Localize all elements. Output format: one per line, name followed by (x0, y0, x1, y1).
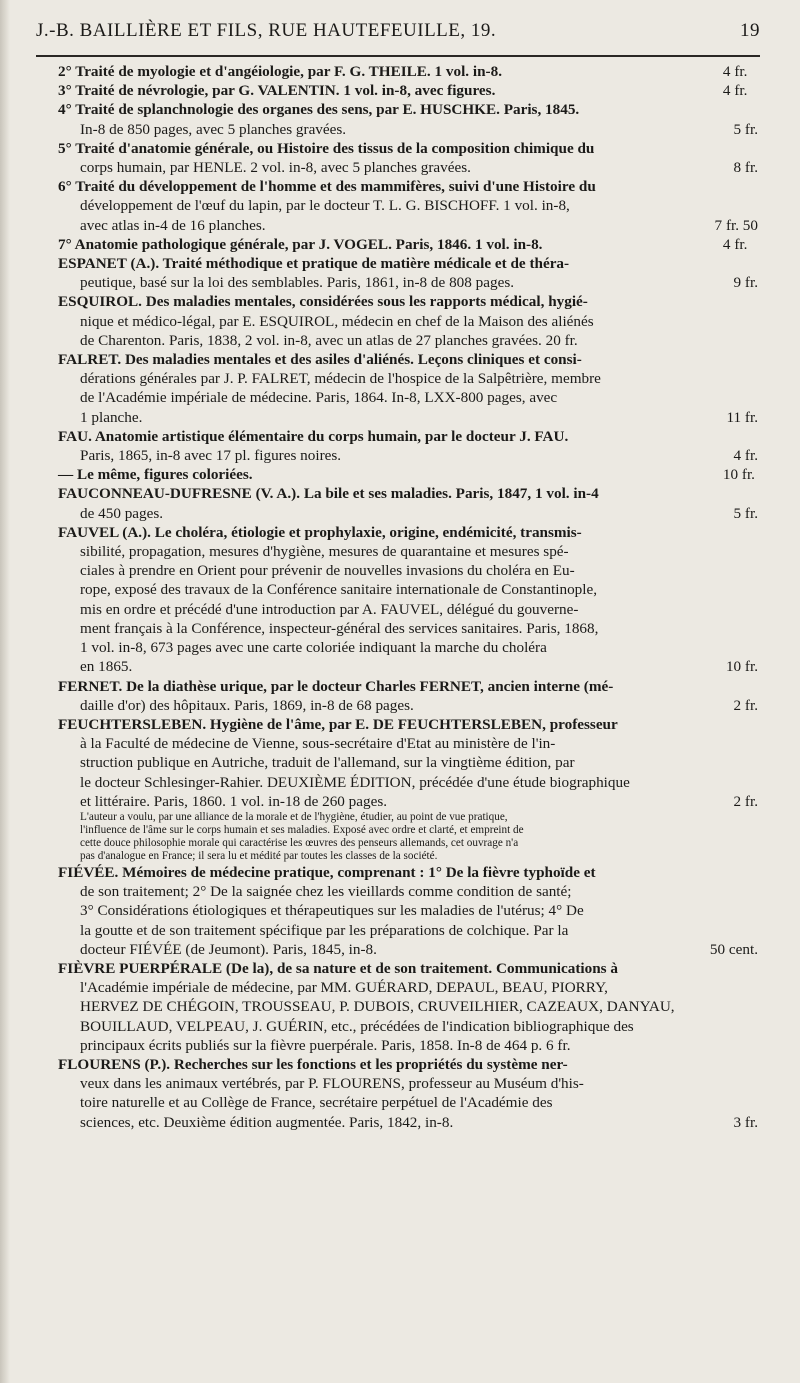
entry-text: de son traitement; 2° De la saignée chez les vieillards comme condition de santé; (80, 883, 572, 901)
catalog-entry (58, 465, 758, 484)
entry-price: 2 fr. (733, 792, 758, 810)
entry-text: à la Faculté de médecine de Vienne, sous-secrétaire d'Etat au ministère de l'in- (80, 735, 556, 753)
entry-line (58, 696, 758, 715)
entry-text: daille d'or) des hôpitaux. Paris, 1869, in-8 de 68 pages. (80, 696, 414, 714)
catalog-entry (58, 177, 758, 235)
entry-text: toire naturelle et au Collège de France, secrétaire perpétuel de l'Académie des (80, 1094, 553, 1112)
entry-line (58, 196, 758, 215)
catalog-entry (58, 254, 758, 292)
entry-first-line (58, 523, 758, 542)
entry-price: 9 fr. (733, 274, 758, 292)
catalog-entries (58, 62, 758, 1132)
entry-line (58, 1017, 758, 1036)
entry-price: 4 fr. (722, 82, 748, 100)
entry-line (58, 1093, 758, 1112)
entry-line (58, 921, 758, 940)
entry-text: rope, exposé des travaux de la Conférence sanitaire internationale de Constantinople, (80, 581, 598, 599)
entry-price: 11 fr. (726, 408, 758, 426)
entry-text: peutique, basé sur la loi des semblables. Paris, 1861, in-8 de 808 pages. (80, 274, 515, 292)
entry-line (58, 273, 758, 292)
catalog-entry (58, 292, 758, 350)
entry-line (58, 561, 758, 580)
entry-line (58, 619, 758, 638)
entry-text: en 1865. (80, 658, 133, 676)
entry-price: 8 fr. (733, 159, 758, 177)
entry-first-line (58, 100, 758, 119)
entry-text: FALRET. Des maladies mentales et des asiles d'aliénés. Leçons cliniques et consi- (58, 351, 582, 369)
entry-price: 5 fr. (733, 120, 758, 138)
entry-price: 4 fr. (722, 235, 748, 253)
catalog-entry (58, 1055, 758, 1132)
entry-line (58, 657, 758, 676)
catalog-entry (58, 677, 758, 715)
entry-first-line (58, 484, 758, 503)
entry-price: 10 fr. (725, 658, 758, 676)
page-header (36, 20, 760, 42)
page-gutter (0, 0, 10, 1383)
entry-first-line (58, 677, 758, 696)
entry-line (58, 158, 758, 177)
entry-text: docteur FIÉVÉE (de Jeumont). Paris, 1845, in-8. (80, 940, 377, 958)
entry-first-line (58, 1055, 758, 1074)
entry-text: 4° Traité de splanchnologie des organes des sens, par E. HUSCHKE. Paris, 1845. (58, 101, 580, 119)
catalog-entry (58, 484, 758, 522)
entry-text: BOUILLAUD, VELPEAU, J. GUÉRIN, etc., précédées de l'indication bibliographique des (80, 1017, 634, 1035)
entry-first-line (58, 863, 758, 882)
entry-price: 7 fr. 50 (714, 216, 758, 234)
entry-line (58, 792, 758, 811)
catalog-entry (58, 81, 758, 100)
entry-text: avec atlas in-4 de 16 planches. (80, 216, 266, 234)
entry-text: ciales à prendre en Orient pour prévenir de nouvelles invasions du choléra en Eu- (80, 562, 575, 580)
entry-text: sciences, etc. Deuxième édition augmentée. Paris, 1842, in-8. (80, 1113, 454, 1131)
entry-note (58, 811, 758, 863)
entry-line (58, 997, 758, 1016)
entry-first-line (58, 81, 758, 100)
entry-line (58, 369, 758, 388)
entry-first-line (58, 959, 758, 978)
entry-text: 6° Traité du développement de l'homme et des mammifères, suivi d'une Histoire du (58, 178, 596, 196)
entry-text: 5° Traité d'anatomie générale, ou Histoire des tissus de la composition chimique du (58, 139, 595, 157)
entry-first-line (58, 292, 758, 311)
entry-text: FLOURENS (P.). Recherches sur les fonctions et les propriétés du système ner- (58, 1055, 568, 1073)
entry-text: — Le même, figures coloriées. (58, 466, 253, 484)
entry-text: FERNET. De la diathèse urique, par le docteur Charles FERNET, ancien interne (mé- (58, 677, 614, 695)
entry-text: veux dans les animaux vertébrés, par P. FLOURENS, professeur au Muséum d'his- (80, 1075, 584, 1093)
entry-line (58, 978, 758, 997)
catalog-entry (58, 100, 758, 138)
entry-first-line (58, 254, 758, 273)
entry-text: la goutte et de son traitement spécifique par les préparations de colchique. Par la (80, 921, 569, 939)
entry-text: le docteur Schlesinger-Rahier. DEUXIÈME ÉDITION, précédée d'une étude biographique (80, 773, 630, 791)
catalog-entry (58, 235, 758, 254)
catalog-entry (58, 715, 758, 811)
entry-text: ESPANET (A.). Traité méthodique et pratique de matière médicale et de théra- (58, 255, 570, 273)
entry-price: 4 fr. (733, 447, 758, 465)
entry-line (58, 638, 758, 657)
catalog-entry (58, 139, 758, 177)
entry-price: 4 fr. (722, 63, 748, 80)
catalog-entry (58, 863, 758, 959)
entry-text: 3° Considérations étiologiques et thérapeutiques sur les maladies de l'utérus; 4° De (80, 902, 584, 920)
entry-line (58, 580, 758, 599)
entry-line (58, 446, 758, 465)
entry-first-line (58, 465, 758, 484)
entry-text: FAUVEL (A.). Le choléra, étiologie et prophylaxie, origine, endémicité, transmis- (58, 523, 582, 541)
entry-first-line (58, 235, 758, 254)
entry-price: 50 cent. (709, 940, 758, 958)
entry-text: mis en ordre et précédé d'une introduction par A. FAUVEL, délégué du gouverne- (80, 600, 579, 618)
entry-text: 7° Anatomie pathologique générale, par J. VOGEL. Paris, 1846. 1 vol. in-8. (58, 235, 543, 253)
entry-line (58, 773, 758, 792)
entry-text: corps humain, par HENLE. 2 vol. in-8, avec 5 planches gravées. (80, 159, 471, 177)
entry-text: FAU. Anatomie artistique élémentaire du corps humain, par le docteur J. FAU. (58, 427, 569, 445)
entry-line (58, 734, 758, 753)
entry-text: HERVEZ DE CHÉGOIN, TROUSSEAU, P. DUBOIS, CRUVEILHIER, CAZEAUX, DANYAU, (80, 998, 675, 1016)
page-number: 19 (740, 20, 760, 41)
entry-price: 2 fr. (733, 696, 758, 714)
entry-line (58, 753, 758, 772)
entry-text: 3° Traité de névrologie, par G. VALENTIN. 1 vol. in-8, avec figures. (58, 82, 496, 100)
entry-price: 10 fr. (722, 466, 755, 484)
entry-first-line (58, 350, 758, 369)
entry-text: développement de l'œuf du lapin, par le docteur T. L. G. BISCHOFF. 1 vol. in-8, (80, 197, 570, 215)
entry-text: principaux écrits publiés sur la fièvre puerpérale. Paris, 1858. In-8 de 464 p. 6 fr. (80, 1036, 571, 1054)
entry-text: 1 vol. in-8, 673 pages avec une carte coloriée indiquant la marche du choléra (80, 639, 547, 657)
entry-line (58, 1074, 758, 1093)
entry-text: FIÉVÉE. Mémoires de médecine pratique, comprenant : 1° De la fièvre typhoïde et (58, 863, 596, 881)
entry-line (58, 1036, 758, 1055)
entry-text: struction publique en Autriche, traduit de l'allemand, sur la vingtième édition, par (80, 754, 575, 772)
note-line: cette douce philosophie morale qui caractérise les œuvres des penseurs allemands, cet ouvrage n'a (80, 836, 519, 849)
entry-first-line (58, 715, 758, 734)
entry-text: FAUCONNEAU-DUFRESNE (V. A.). La bile et ses maladies. Paris, 1847, 1 vol. in-4 (58, 485, 599, 503)
entry-text: dérations générales par J. P. FALRET, médecin de l'hospice de la Salpêtrière, membre (80, 370, 601, 388)
entry-text: ESQUIROL. Des maladies mentales, considérées sous les rapports médical, hygié- (58, 293, 588, 311)
entry-line (58, 312, 758, 331)
entry-line (58, 331, 758, 350)
running-head: J.-B. BAILLIÈRE ET FILS, RUE HAUTEFEUILLE, 19. (36, 20, 497, 41)
catalog-entry (58, 427, 758, 465)
entry-text: 1 planche. (80, 408, 143, 426)
catalog-entry (58, 959, 758, 1055)
entry-price: 5 fr. (733, 504, 758, 522)
entry-text: et littéraire. Paris, 1860. 1 vol. in-18 de 260 pages. (80, 792, 388, 810)
entry-price: 3 fr. (733, 1113, 758, 1131)
entry-line (58, 408, 758, 427)
entry-line (58, 901, 758, 920)
entry-first-line (58, 62, 758, 81)
entry-line (58, 388, 758, 407)
entry-line (58, 940, 758, 959)
entry-text: de Charenton. Paris, 1838, 2 vol. in-8, avec un atlas de 27 planches gravées. 20 fr. (80, 331, 578, 349)
entry-text: de 450 pages. (80, 504, 164, 522)
entry-text: de l'Académie impériale de médecine. Paris, 1864. In-8, LXX-800 pages, avec (80, 389, 558, 407)
entry-text: 2° Traité de myologie et d'angéiologie, par F. G. THEILE. 1 vol. in-8. (58, 63, 502, 80)
header-rule (36, 55, 760, 57)
entry-text: FEUCHTERSLEBEN. Hygiène de l'âme, par E. DE FEUCHTERSLEBEN, professeur (58, 715, 618, 733)
entry-text: FIÈVRE PUERPÉRALE (De la), de sa nature et de son traitement. Communications à (58, 959, 618, 977)
note-line: pas d'analogue en France; il sera lu et médité par toutes les classes de la société. (80, 849, 438, 862)
entry-line (58, 120, 758, 139)
entry-first-line (58, 177, 758, 196)
entry-text: Paris, 1865, in-8 avec 17 pl. figures noires. (80, 447, 342, 465)
note-line: L'auteur a voulu, par une alliance de la morale et de l'hygiène, étudier, au point de vue pratique, (80, 810, 508, 823)
entry-text: nique et médico-légal, par E. ESQUIROL, médecin en chef de la Maison des aliénés (80, 312, 594, 330)
entry-line (58, 882, 758, 901)
note-line: l'influence de l'âme sur le corps humain et ses maladies. Exposé avec ordre et clarté, et empreint de (80, 823, 524, 836)
catalog-entry (58, 523, 758, 677)
entry-line (58, 1113, 758, 1132)
entry-first-line (58, 139, 758, 158)
entry-text: sibilité, propagation, mesures d'hygiène, mesures de quarantaine et mesures spé- (80, 543, 569, 561)
entry-line (58, 542, 758, 561)
entry-line (58, 504, 758, 523)
catalog-entry (58, 62, 758, 81)
catalog-entry (58, 350, 758, 427)
entry-text: l'Académie impériale de médecine, par MM. GUÉRARD, DEPAUL, BEAU, PIORRY, (80, 979, 608, 997)
entry-line (58, 600, 758, 619)
entry-line (58, 216, 758, 235)
entry-text: In-8 de 850 pages, avec 5 planches gravées. (80, 120, 347, 138)
entry-first-line (58, 427, 758, 446)
entry-text: ment français à la Conférence, inspecteur-général des services sanitaires. Paris, 1868, (80, 619, 599, 637)
